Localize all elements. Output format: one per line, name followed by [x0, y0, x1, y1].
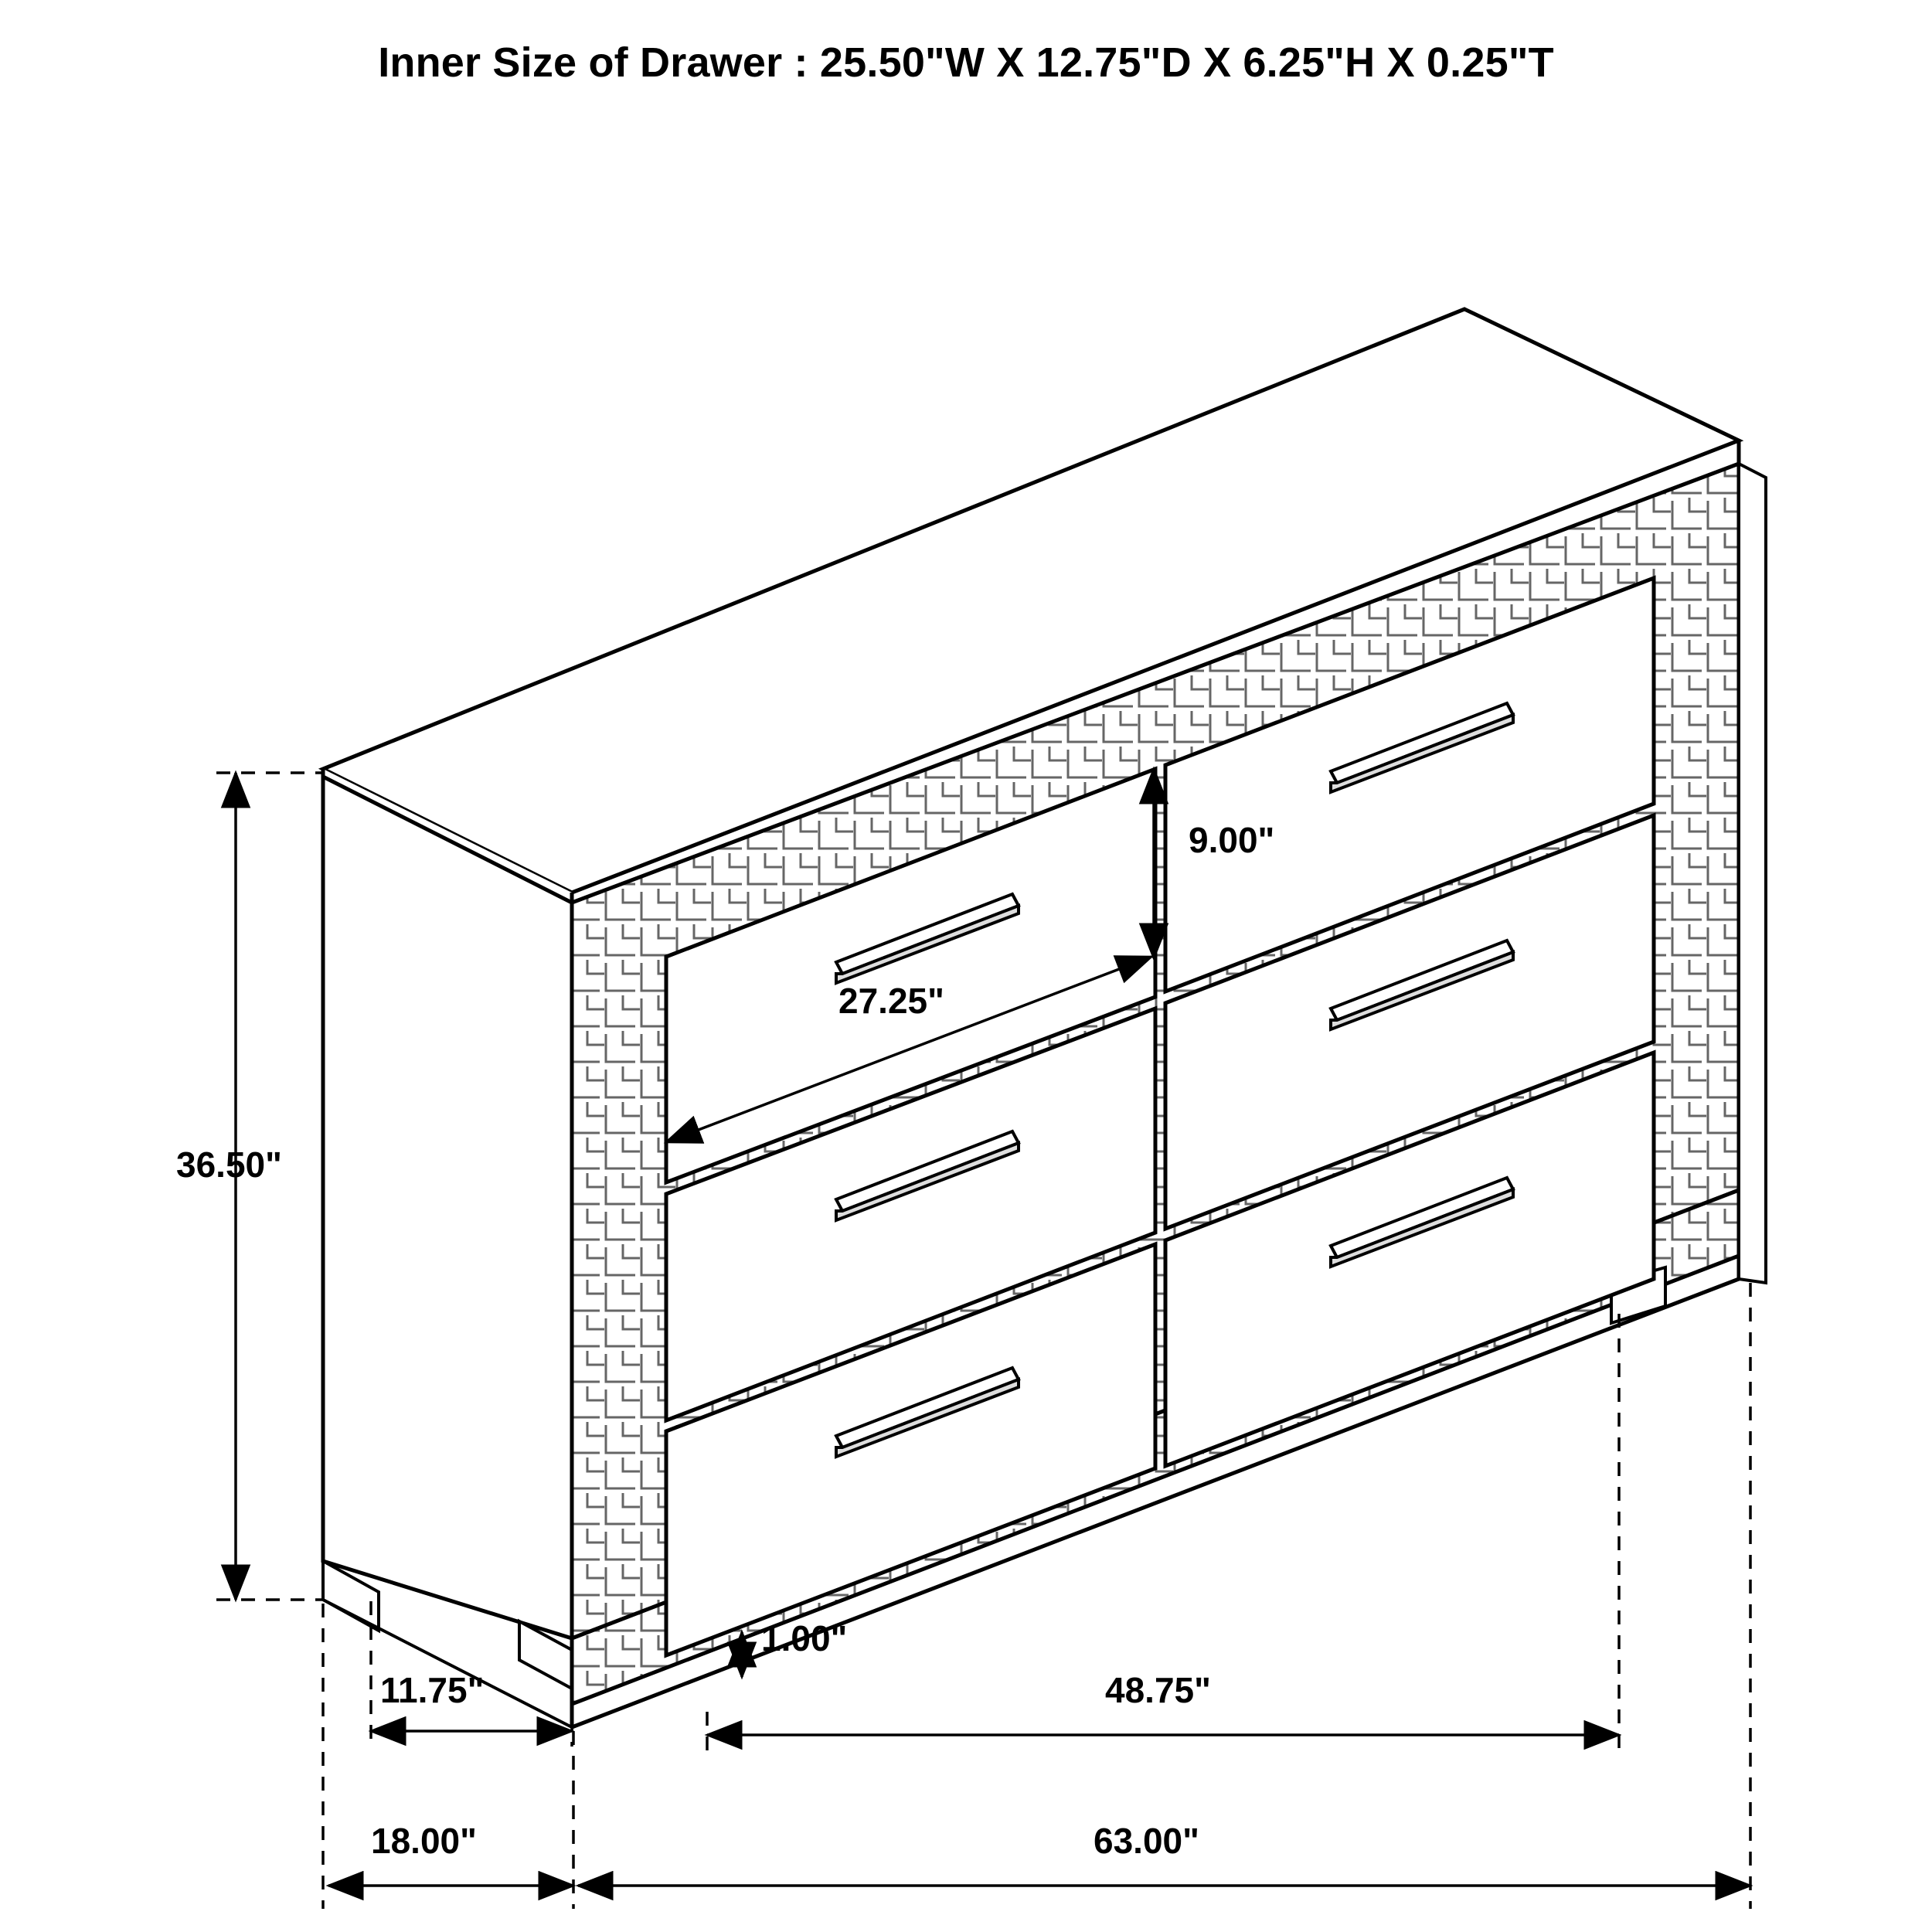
dimension-label-total-width: 63.00"	[1094, 1821, 1199, 1861]
dimension-label-drawer-width: 27.25"	[838, 981, 944, 1021]
page-title: Inner Size of Drawer : 25.50"W X 12.75"D X 6.25"H X 0.25"T	[378, 39, 1554, 86]
dimension-label-drawer-height: 9.00"	[1189, 820, 1275, 860]
dimension-label-total-depth: 18.00"	[371, 1821, 477, 1861]
dimension-label-front-leg-depth: 11.75"	[380, 1670, 485, 1710]
dresser-body	[323, 309, 1766, 1727]
dimension-label-inner-width: 48.75"	[1105, 1670, 1211, 1710]
dimension-label-total-height: 36.50"	[176, 1145, 282, 1185]
dimension-label-foot-height: 1.00"	[761, 1618, 848, 1658]
